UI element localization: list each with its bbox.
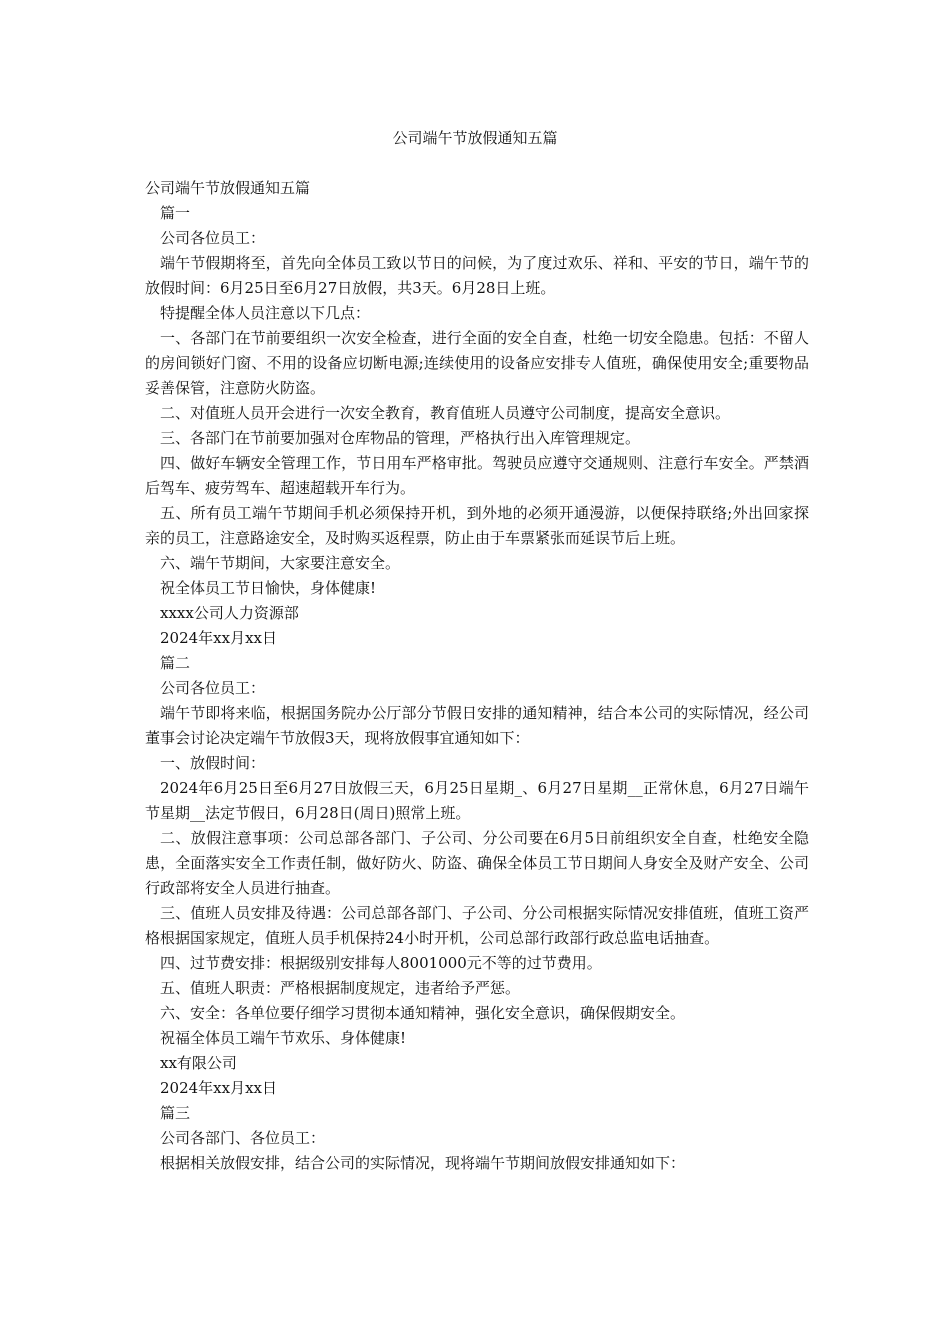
paragraph: 二、放假注意事项：公司总部各部门、子公司、分公司要在6月5日前组织安全自查，杜绝安全隐患，全面落实安全工作责任制，做好防火、防盗、确保全体员工节日期间人身安全及财产安全、公司行政部将安全人员进行抽查。 [145,829,809,897]
paragraph: 公司各位员工： [160,679,266,697]
paragraph: 五、所有员工端午节期间手机必须保持开机，到外地的必须开通漫游，以便保持联络;外出回家探亲的员工，注意路途安全，及时购买返程票，防止由于车票紧张而延误节后上班。 [145,504,809,547]
paragraph: 公司各部门、各位员工： [160,1129,326,1147]
paragraph: 三、值班人员安排及待遇：公司总部各部门、子公司、分公司根据实际情况安排值班，值班工资严格根据国家规定，值班人员手机保持24小时开机，公司总部行政部行政总监电话抽查。 [145,904,809,947]
paragraph: 一、各部门在节前要组织一次安全检查，进行全面的安全自查，杜绝一切安全隐患。包括：不留人的房间锁好门窗、不用的设备应切断电源;连续使用的设备应安排专人值班，确保使用安全;重要物品妥善保管，注意防火防盗。 [145,329,809,397]
paragraph: 篇三 [160,1104,191,1122]
paragraph: 根据相关放假安排，结合公司的实际情况，现将端午节期间放假安排通知如下： [160,1154,686,1172]
paragraph: 二、对值班人员开会进行一次安全教育，教育值班人员遵守公司制度，提高安全意识。 [160,404,731,422]
document-title: 公司端午节放假通知五篇 [392,129,558,147]
paragraph: 五、值班人职责：严格根据制度规定，违者给予严惩。 [160,979,521,997]
paragraph: 公司端午节放假通知五篇 [145,179,311,197]
paragraph: 篇一 [160,204,191,222]
paragraph: 六、安全：各单位要仔细学习贯彻本通知精神，强化安全意识，确保假期安全。 [160,1004,686,1022]
paragraph: 篇二 [160,654,191,672]
paragraph: 祝福全体员工端午节欢乐、身体健康! [160,1029,407,1047]
paragraph: xx有限公司 [160,1054,237,1072]
paragraph: 2024年xx月xx日 [160,1079,278,1097]
paragraph: 三、各部门在节前要加强对仓库物品的管理，严格执行出入库管理规定。 [160,429,641,447]
paragraph: 四、过节费安排：根据级别安排每人8001000元不等的过节费用。 [160,954,602,972]
paragraph: 端午节即将来临，根据国务院办公厅部分节假日安排的通知精神，结合本公司的实际情况，经公司董事会讨论决定端午节放假3天，现将放假事宜通知如下： [145,704,809,747]
paragraph: 一、放假时间： [160,754,266,772]
paragraph: 四、做好车辆安全管理工作，节日用车严格审批。驾驶员应遵守交通规则、注意行车安全。严禁酒后驾车、疲劳驾车、超速超载开车行为。 [145,454,809,497]
paragraph: 端午节假期将至，首先向全体员工致以节日的问候，为了度过欢乐、祥和、平安的节日，端午节的放假时间：6月25日至6月27日放假，共3天。6月28日上班。 [145,254,809,297]
paragraph: 2024年xx月xx日 [160,629,278,647]
paragraph: 六、端午节期间，大家要注意安全。 [160,554,401,572]
paragraph: 特提醒全体人员注意以下几点： [160,304,371,322]
paragraph: 祝全体员工节日愉快，身体健康! [160,579,377,597]
paragraph: 2024年6月25日至6月27日放假三天，6月25日星期_、6月27日星期__正常休息，6月27日端午节星期__法定节假日，6月28日(周日)照常上班。 [145,779,809,822]
paragraph: 公司各位员工： [160,229,266,247]
document-body [145,176,809,1176]
paragraph: xxxx公司人力资源部 [160,604,299,622]
